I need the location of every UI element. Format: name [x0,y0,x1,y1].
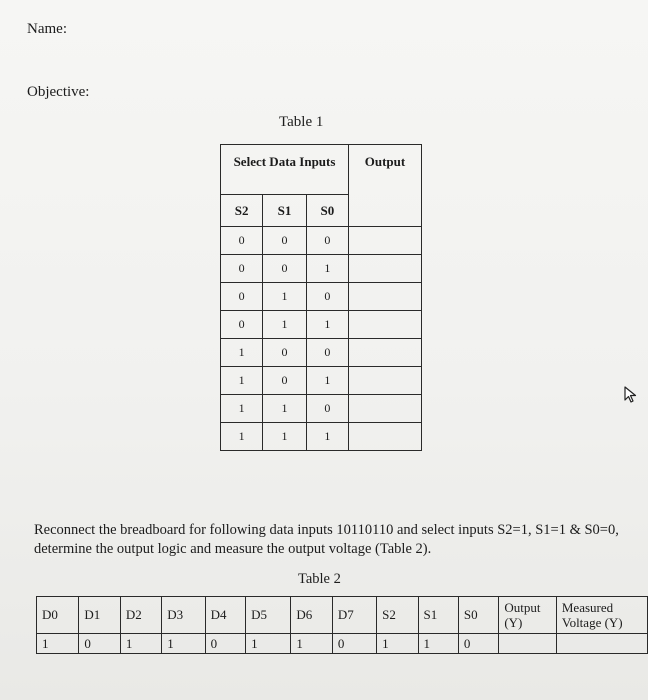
cell-s1: 0 [263,227,306,255]
cell-s1: 1 [418,634,458,654]
col-header-measured-voltage: Measured Voltage (Y) [556,597,647,634]
col-header-d5: D5 [246,597,291,634]
cell-d0: 1 [37,634,79,654]
table-row [221,311,422,339]
cell-s1: 0 [263,367,306,395]
cell-s1: 1 [263,311,306,339]
cell-d2: 1 [120,634,161,654]
cell-s0: 0 [306,283,348,311]
cell-s2: 0 [221,283,263,311]
cell-s1: 0 [263,339,306,367]
cell-d7: 0 [332,634,376,654]
objective-label: Objective: [27,84,90,100]
table-header-row [37,597,648,634]
cell-output[interactable] [499,634,557,654]
table-row [221,283,422,311]
table-row [221,255,422,283]
table-row [221,367,422,395]
cell-d3: 1 [162,634,205,654]
name-label: Name: [27,21,67,37]
cell-output[interactable] [349,423,422,451]
cell-s2: 1 [221,423,263,451]
cell-s2: 1 [377,634,418,654]
measurement-table [36,596,648,654]
cell-s2: 0 [221,311,263,339]
col-header-d6: D6 [291,597,332,634]
cell-output[interactable] [349,339,422,367]
col-header-s2: S2 [377,597,418,634]
select-inputs-header: Select Data Inputs [221,145,349,195]
cell-s0: 1 [306,255,348,283]
cell-d4: 0 [205,634,245,654]
table-row [221,339,422,367]
cell-s2: 1 [221,339,263,367]
col-header-s1: S1 [263,195,306,227]
col-header-output: Output (Y) [499,597,557,634]
cell-d5: 1 [246,634,291,654]
cell-s0: 1 [306,367,348,395]
table-row [221,227,422,255]
col-header-d0: D0 [37,597,79,634]
cell-d6: 1 [291,634,332,654]
cell-s1: 1 [263,395,306,423]
col-header-s2: S2 [221,195,263,227]
cell-measured-voltage[interactable] [556,634,647,654]
cell-output[interactable] [349,367,422,395]
cell-s2: 1 [221,395,263,423]
cell-s0: 0 [458,634,498,654]
col-header-d4: D4 [205,597,245,634]
cell-s0: 1 [306,311,348,339]
col-header-d3: D3 [162,597,205,634]
table-row [221,395,422,423]
col-header-s1: S1 [418,597,458,634]
cell-s1: 1 [263,283,306,311]
cell-s1: 1 [263,423,306,451]
table-row [37,634,648,654]
cell-s0: 0 [306,339,348,367]
cell-s0: 1 [306,423,348,451]
mouse-cursor-icon [624,386,638,409]
cell-output[interactable] [349,283,422,311]
cell-s0: 0 [306,227,348,255]
truth-table [220,144,422,451]
col-header-d7: D7 [332,597,376,634]
table2-caption: Table 2 [298,571,341,587]
cell-output[interactable] [349,255,422,283]
cell-s0: 0 [306,395,348,423]
cell-s1: 0 [263,255,306,283]
cell-s2: 0 [221,227,263,255]
cell-output[interactable] [349,227,422,255]
cell-output[interactable] [349,311,422,339]
cell-d1: 0 [79,634,120,654]
col-header-d1: D1 [79,597,120,634]
output-header: Output [349,145,422,227]
col-header-d2: D2 [120,597,161,634]
table1-caption: Table 1 [279,114,324,130]
table-row [221,423,422,451]
cell-output[interactable] [349,395,422,423]
col-header-s0: S0 [306,195,348,227]
col-header-s0: S0 [458,597,498,634]
cell-s2: 0 [221,255,263,283]
instructions-paragraph: Reconnect the breadboard for following data inputs 10110110 and select inputs S2=1, S1=1 & S0=0, determine the output logic and measure the output voltage (Table 2). [34,522,619,557]
cell-s2: 1 [221,367,263,395]
